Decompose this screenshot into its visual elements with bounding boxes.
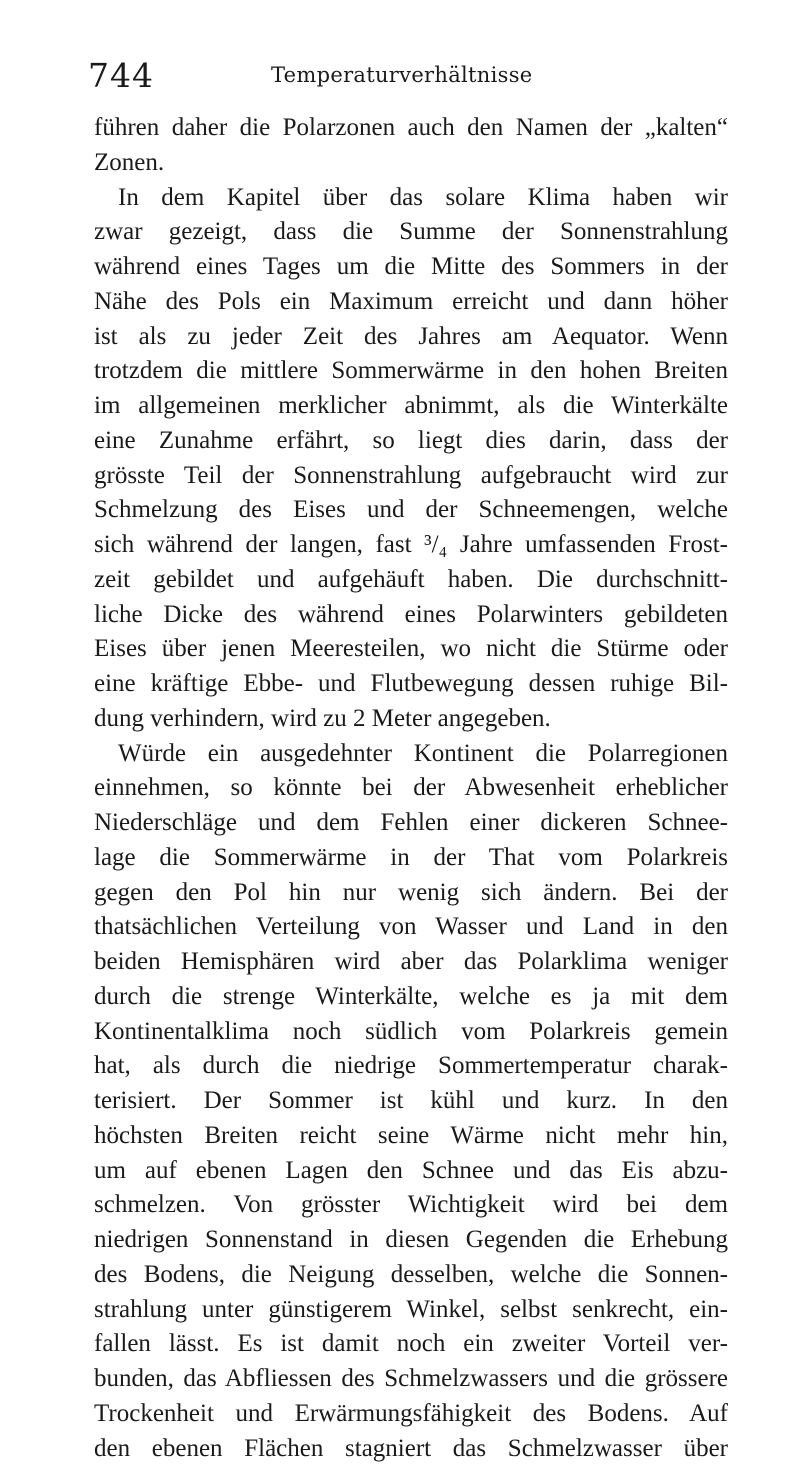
text-line: zwar gezeigt, dass die Summe der Sonnenstrahlung	[94, 215, 728, 250]
text-line: um auf ebenen Lagen den Schnee und das Eis abzu-	[94, 1154, 728, 1189]
text-line: Zonen.	[94, 146, 728, 181]
text-line: lage die Sommerwärme in der That vom Polarkreis	[94, 841, 728, 876]
page-number: 744	[88, 56, 154, 96]
text-line: grösste Teil der Sonnenstrahlung aufgebraucht wird zur	[94, 459, 728, 494]
text-line: fallen lässt. Es ist damit noch ein zweiter Vorteil ver-	[94, 1327, 728, 1362]
text-line: In dem Kapitel über das solare Klima haben wir	[94, 181, 728, 216]
text-line: liche Dicke des während eines Polarwinters gebildeten	[94, 598, 728, 633]
text-line: thatsächlichen Verteilung von Wasser und Land in den	[94, 910, 728, 945]
text-line: ist als zu jeder Zeit des Jahres am Aequator. Wenn	[94, 320, 728, 355]
body-text	[94, 111, 728, 1466]
text-line: den ebenen Flächen stagniert das Schmelzwasser über	[94, 1432, 728, 1466]
text-line: Schmelzung des Eises und der Schneemengen, welche	[94, 493, 728, 528]
text-line: Eises über jenen Meeresteilen, wo nicht die Stürme oder	[94, 632, 728, 667]
text-line: strahlung unter günstigerem Winkel, selbst senkrecht, ein-	[94, 1293, 728, 1328]
text-line: bunden, das Abfliessen des Schmelzwassers und die grössere	[94, 1362, 728, 1397]
text-line: zeit gebildet und aufgehäuft haben. Die durchschnitt-	[94, 563, 728, 598]
text-line: eine kräftige Ebbe- und Flutbewegung dessen ruhige Bil-	[94, 667, 728, 702]
text-line: durch die strenge Winterkälte, welche es ja mit dem	[94, 980, 728, 1015]
text-line: beiden Hemisphären wird aber das Polarklima weniger	[94, 945, 728, 980]
text-line: Würde ein ausgedehnter Kontinent die Polarregionen	[94, 737, 728, 772]
text-line: sich während der langen, fast ³/₄ Jahre umfassenden Frost-	[94, 528, 728, 563]
text-line: hat, als durch die niedrige Sommertemperatur charak-	[94, 1049, 728, 1084]
text-line: im allgemeinen merklicher abnimmt, als die Winterkälte	[94, 389, 728, 424]
text-line: trotzdem die mittlere Sommerwärme in den hohen Breiten	[94, 354, 728, 389]
text-line: schmelzen. Von grösster Wichtigkeit wird bei dem	[94, 1188, 728, 1223]
text-line: Niederschläge und dem Fehlen einer dickeren Schnee-	[94, 806, 728, 841]
text-line: Nähe des Pols ein Maximum erreicht und dann höher	[94, 285, 728, 320]
text-line: höchsten Breiten reicht seine Wärme nicht mehr hin,	[94, 1119, 728, 1154]
text-line: Trockenheit und Erwärmungsfähigkeit des Bodens. Auf	[94, 1397, 728, 1432]
text-line: niedrigen Sonnenstand in diesen Gegenden die Erhebung	[94, 1223, 728, 1258]
running-title: Temperaturverhältnisse	[271, 61, 533, 89]
text-line: Kontinentalklima noch südlich vom Polarkreis gemein	[94, 1015, 728, 1050]
text-line: einnehmen, so könnte bei der Abwesenheit erheblicher	[94, 771, 728, 806]
text-line: dung verhindern, wird zu 2 Meter angegeben.	[94, 702, 728, 737]
text-line: führen daher die Polarzonen auch den Namen der „kalten“	[94, 111, 728, 146]
page-header	[88, 56, 738, 96]
text-line: terisiert. Der Sommer ist kühl und kurz. In den	[94, 1084, 728, 1119]
text-line: des Bodens, die Neigung desselben, welche die Sonnen-	[94, 1258, 728, 1293]
text-line: während eines Tages um die Mitte des Sommers in der	[94, 250, 728, 285]
text-line: eine Zunahme erfährt, so liegt dies darin, dass der	[94, 424, 728, 459]
text-line: gegen den Pol hin nur wenig sich ändern. Bei der	[94, 876, 728, 911]
